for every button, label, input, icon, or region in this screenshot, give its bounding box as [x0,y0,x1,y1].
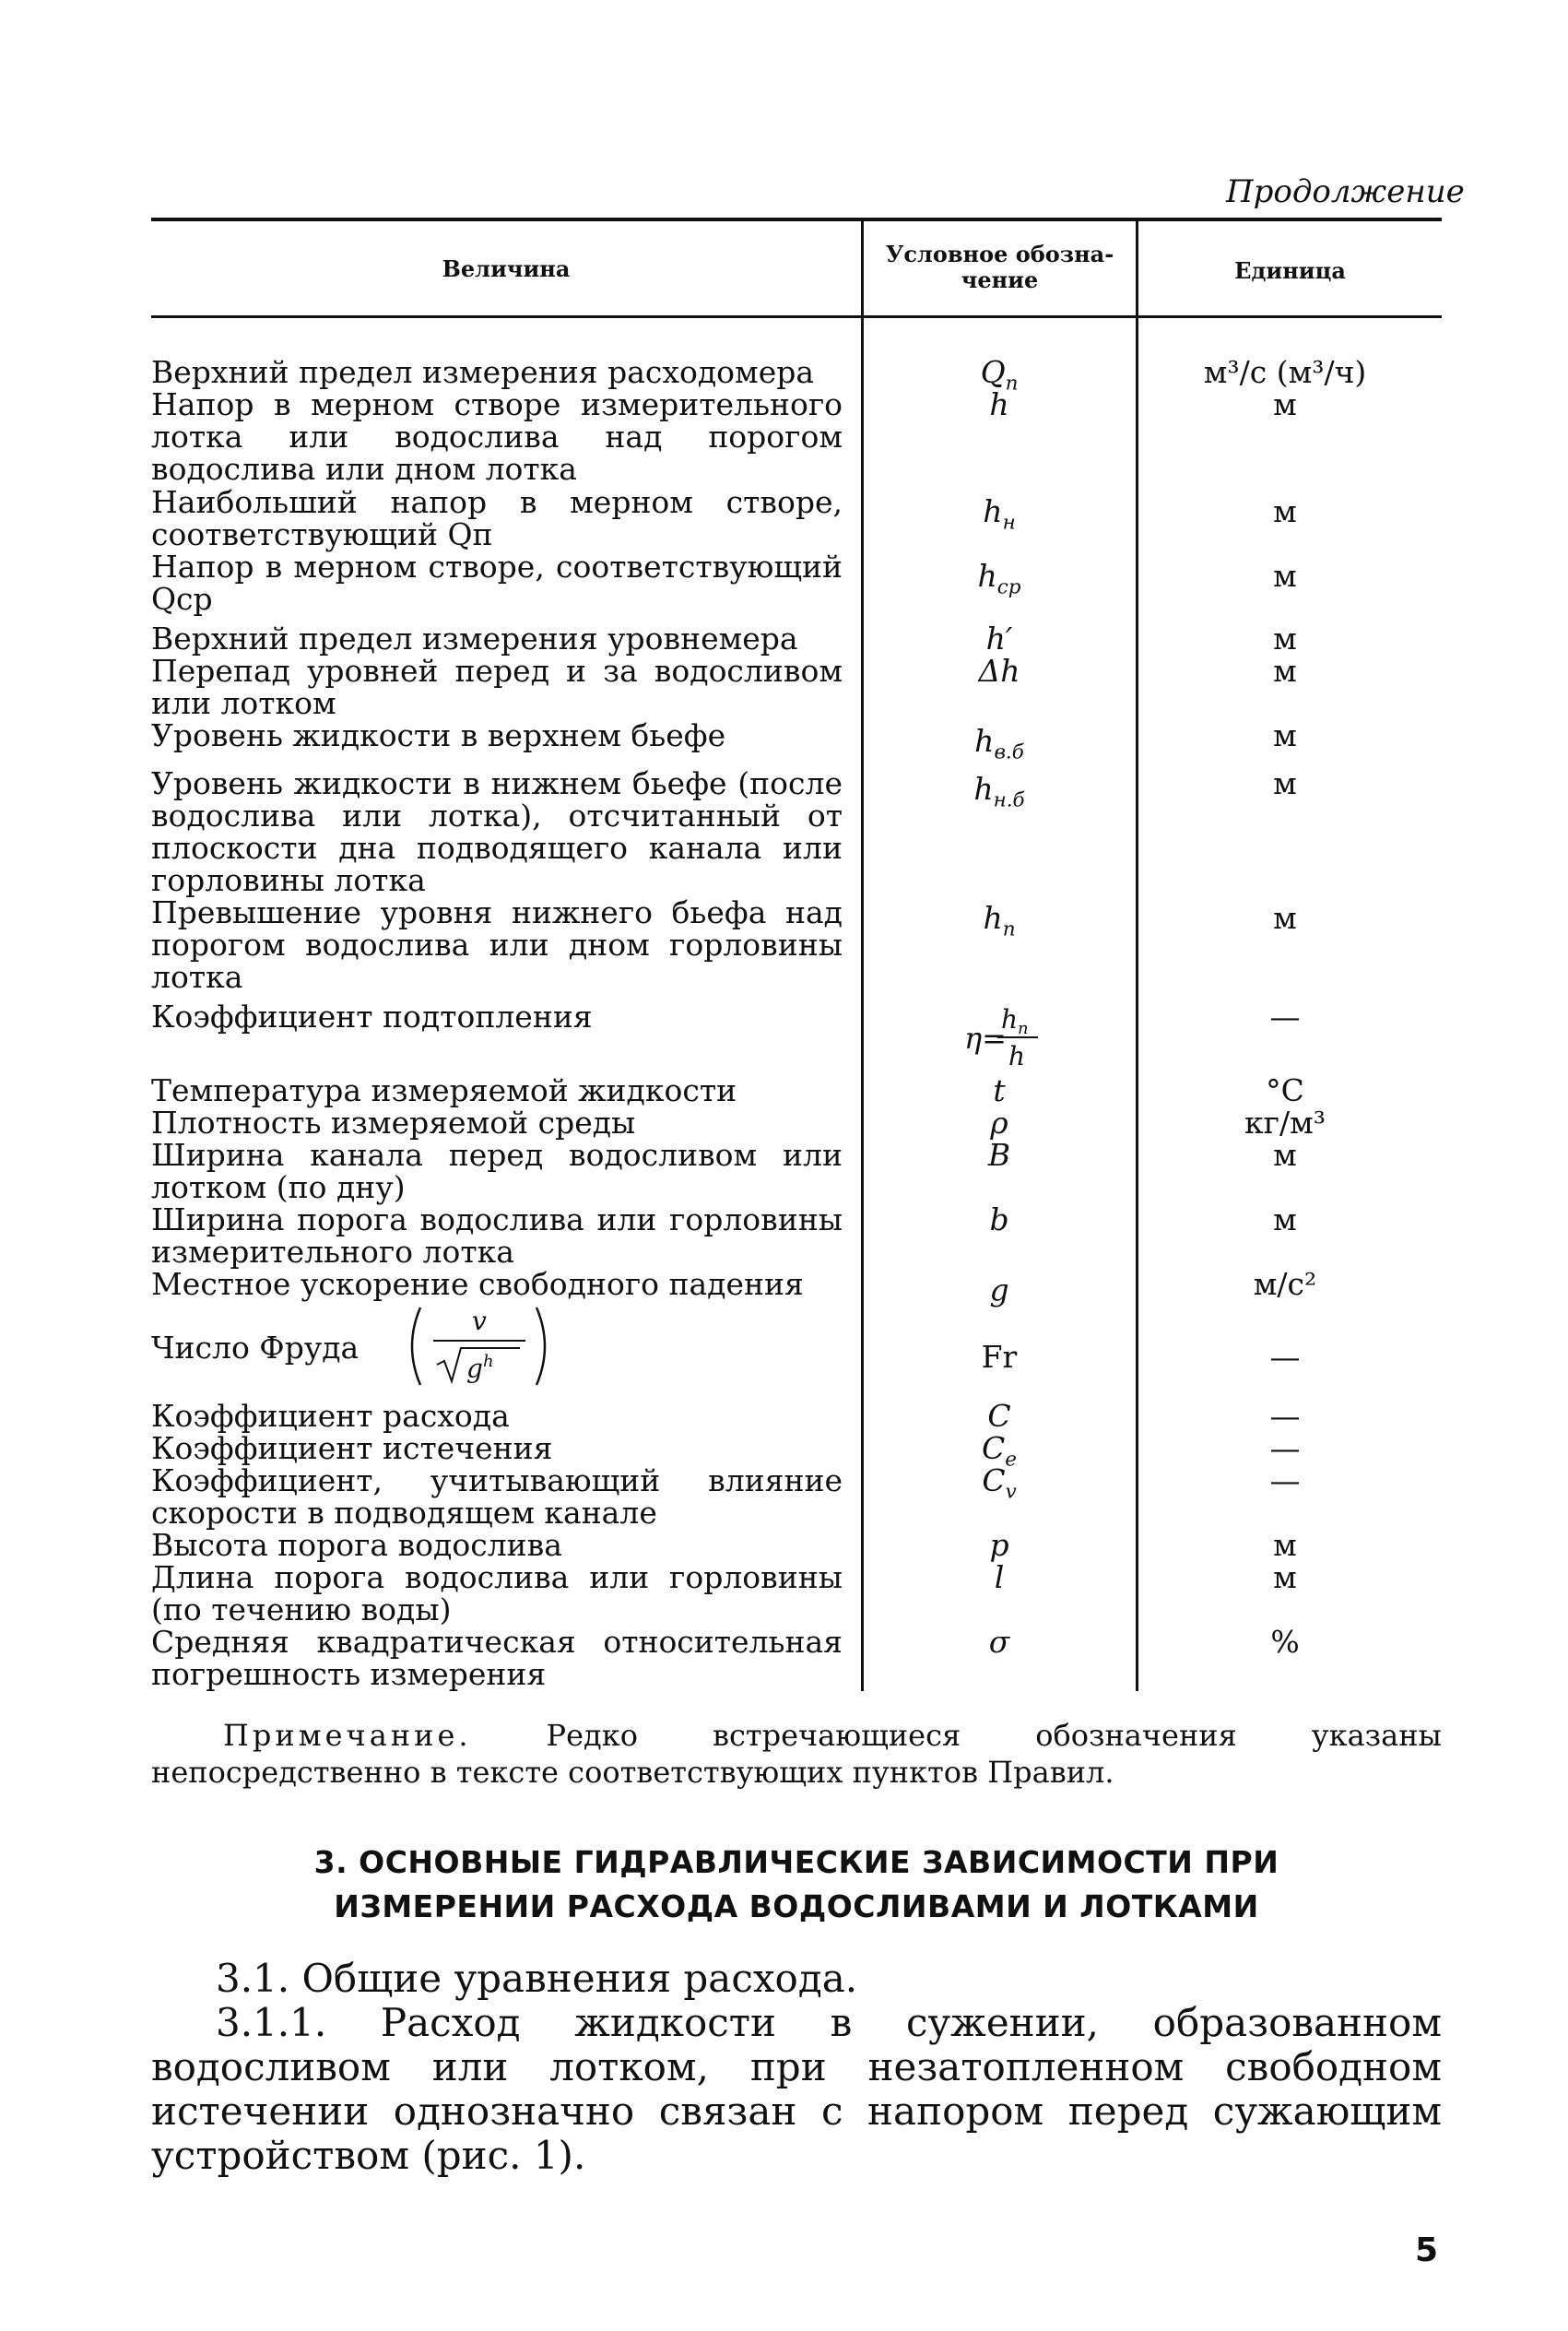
row-quantity: Уровень жидкости в верхнем бьефе [151,717,726,753]
section-title-line1: 3. ОСНОВНЫЕ ГИДРАВЛИЧЕСКИЕ ЗАВИСИМОСТИ ПРИ [313,1844,1279,1880]
row-unit: — [1269,999,1301,1035]
row-symbol: t [993,1072,1006,1108]
header-symbol: Условное обозна- чение [885,241,1114,293]
row-quantity: Коэффициент, учитывающий влияние скорости в подводящем канале [151,1462,843,1531]
row-quantity: Напор в мерном створе, соответствующий Qср [151,549,843,617]
svg-text:v: v [472,1306,487,1336]
row-unit: м [1273,1527,1297,1563]
row-quantity: Коэффициент расхода [151,1398,510,1434]
row-quantity: Напор в мерном створе измерительного лотка или водослива над порогом водослива или дном лотка [151,386,843,487]
row-quantity: Коэффициент подтопления [151,999,593,1035]
row-symbol: l [994,1559,1005,1595]
row-quantity: Высота порога водослива [151,1527,562,1563]
section-title-line2: ИЗМЕРЕНИИ РАСХОДА ВОДОСЛИВАМИ И ЛОТКАМИ [334,1888,1259,1924]
row-quantity: Верхний предел измерения уровнемера [151,621,798,657]
row-unit: — [1269,1398,1301,1434]
row-quantity: Коэффициент истечения [151,1430,553,1466]
row-quantity: Превышение уровня нижнего бьефа над порогом водослива или дном горловины лотка [151,894,843,995]
row-quantity: Температура измеряемой жидкости [151,1072,737,1108]
row-unit: м/с² [1253,1266,1317,1302]
table-top-rule [151,218,1442,221]
row-quantity: Ширина канала перед водосливом или лотком (по дну) [151,1137,843,1205]
note-label: Примечание. [223,1718,472,1753]
row-symbol: p [989,1527,1009,1563]
svg-text:hп: $h_п$ [1001,1004,1029,1038]
row-unit: м [1273,1559,1297,1595]
row-quantity: Плотность измеряемой среды [151,1105,636,1141]
row-symbol: Δh [978,653,1020,689]
row-symbol: $C_v$ [982,1462,1017,1504]
note-text: Редко встречающиеся обозначения указаны непосредственно в тексте соответствующих пунктов Правил. [151,1718,1443,1790]
row-symbol: ρ [990,1105,1008,1141]
row-unit: кг/м³ [1244,1105,1326,1141]
row-unit: м [1273,765,1297,801]
row-unit: м³/с (м³/ч) [1203,354,1367,390]
row-unit: м [1273,1137,1297,1173]
svg-text:h: h [1008,1041,1026,1071]
row-symbol: Fr [981,1339,1018,1375]
paragraph-3-1: 3.1. Общие уравнения расхода. [216,1956,858,2001]
row-symbol: h [989,386,1009,422]
paragraph-3-1-1: 3.1.1. Расход жидкости в сужении, образованном водосливом или лотком, при незатопленном свободном истечении однозначно связан с напором перед сужающим устройством (рис. 1). [151,2000,1442,2178]
page-number: 5 [1414,2231,1438,2269]
svg-text:gh: $g^h$ [466,1352,494,1384]
row-symbol: B [987,1137,1011,1173]
row-quantity: Средняя квадратическая относительная погрешность измерения [151,1624,843,1692]
row-symbol: $h_{в.б}$ [974,723,1024,764]
header-quantity: Величина [442,255,571,282]
row-unit: — [1269,1430,1301,1466]
row-symbol: $h_{ср}$ [977,558,1021,599]
row-symbol: b [989,1201,1009,1237]
row-symbol: $h_{н.б}$ [973,771,1025,812]
row-quantity: Перепад уровней перед и за водосливом или лотком [151,653,843,721]
row-symbol: $h_н$ [983,493,1016,535]
row-symbol: C [987,1398,1011,1434]
row-quantity: Наибольший напор в мерном створе, соответствующий Qп [151,484,843,552]
row-quantity: Длина порога водослива или горловины (по течению воды) [151,1559,843,1627]
row-unit: м [1273,621,1297,657]
row-unit: — [1269,1339,1301,1375]
row-unit: % [1270,1624,1300,1660]
row-unit: м [1273,558,1297,594]
froude-label: Число Фруда [151,1330,360,1366]
row-unit: °C [1266,1072,1304,1108]
row-symbol: $Q_п$ [980,354,1019,396]
header-unit: Единица [1234,257,1346,284]
row-symbol: g [989,1272,1009,1307]
row-quantity: Верхний предел измерения расходомера [151,354,815,390]
continuation-label: Продолжение [1226,173,1465,210]
row-unit: м [1273,653,1297,689]
row-unit: м [1273,717,1297,753]
row-quantity: Ширина порога водослива или горловины измерительного лотка [151,1201,843,1270]
froude-formula [400,1300,557,1392]
table-header-rule [151,315,1442,318]
row-symbol: $C_e$ [982,1430,1017,1472]
row-unit: м [1273,1201,1297,1237]
table-note [151,1717,1442,1791]
submergence-formula [861,1000,1138,1074]
row-quantity [151,1300,843,1392]
row-unit: м [1273,386,1297,422]
row-unit: м [1273,493,1297,529]
row-symbol: σ [988,1624,1010,1660]
svg-text:η=: η= [964,1021,1007,1056]
row-symbol: h′ [985,621,1013,657]
row-symbol: $h_п$ [983,900,1016,941]
row-quantity: Уровень жидкости в нижнем бьефе (после водослива или лотка), отсчитанный от плоскости дна подводящего канала или горловины лотка [151,765,843,898]
row-quantity: Местное ускорение свободного падения [151,1266,804,1302]
row-unit: м [1273,900,1297,936]
row-symbol [861,1000,1138,1080]
row-unit: — [1269,1462,1301,1498]
